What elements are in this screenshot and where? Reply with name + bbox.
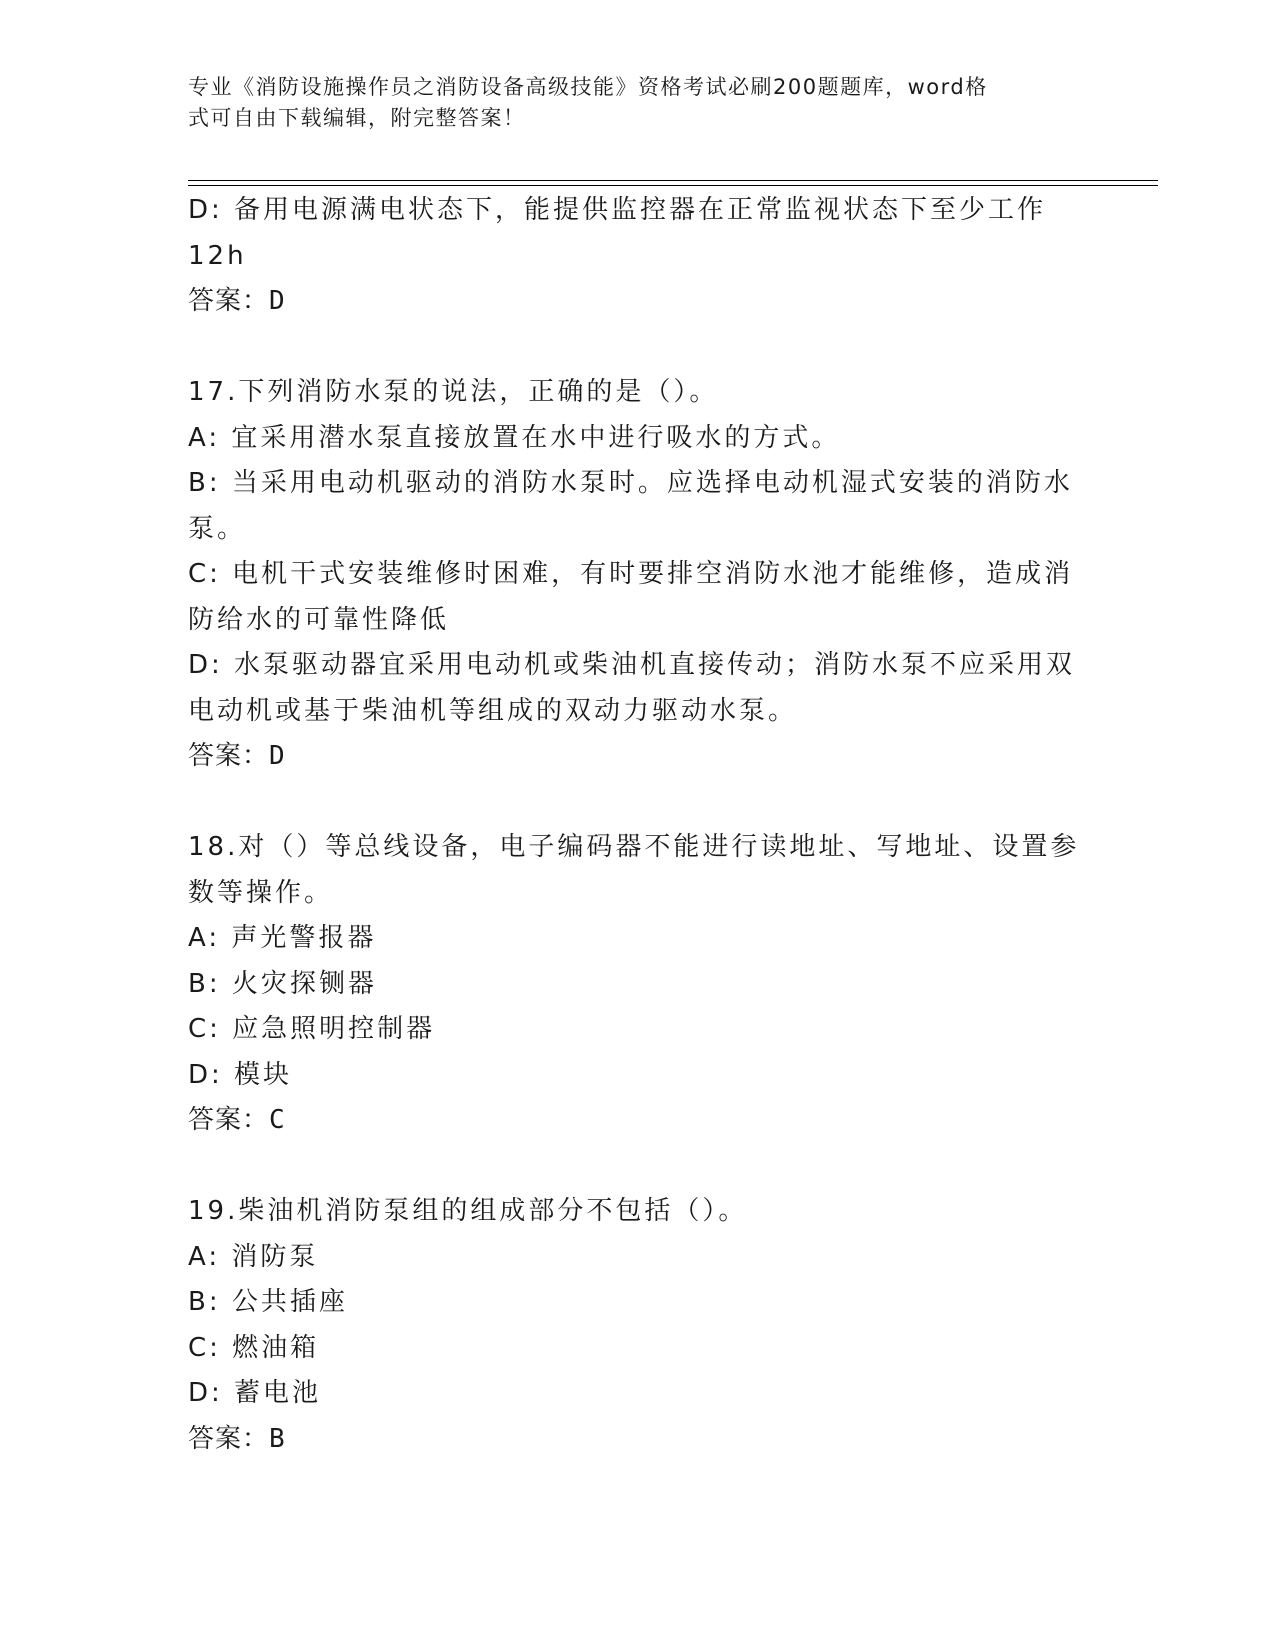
option-d-line-1: D: 水泵驱动器宜采用电动机或柴油机直接传动；消防水泵不应采用双: [188, 650, 1076, 680]
question-spacer: [188, 780, 1068, 826]
option-b: B: 火灾探铡器: [188, 968, 377, 999]
question-19: [188, 1189, 1068, 1462]
option-c-line-1: C: 电机干式安装维修时困难，有时要排空消防水池才能维修，造成消: [188, 559, 1074, 589]
previous-question-tail: [188, 188, 1068, 325]
header-title-line-2: 式可自由下载编辑，附完整答案！: [188, 106, 526, 130]
answer-line: 答案：D: [188, 286, 286, 316]
option-c: C: 应急照明控制器: [188, 1014, 436, 1044]
option-b-line-2: 泵。: [188, 513, 247, 544]
question-stem: 17.下列消防水泵的说法，正确的是（）。: [188, 377, 719, 407]
option-d: D: 蓄电池: [188, 1378, 322, 1408]
answer-line: 答案：C: [188, 1105, 286, 1135]
answer-line: 答案：D: [188, 741, 286, 771]
option-a: A: 声光警报器: [188, 923, 377, 953]
question-spacer: [188, 325, 1068, 371]
question-18: [188, 825, 1080, 1144]
answer-line: 答案：B: [188, 1423, 286, 1454]
option-d-line-2: 12h: [188, 240, 247, 271]
option-c-line-2: 防给水的可靠性降低: [188, 604, 450, 635]
question-content: [188, 188, 1080, 1462]
option-c: C: 燃油箱: [188, 1332, 320, 1363]
question-stem: 19.柴油机消防泵组的组成部分不包括（）。: [188, 1196, 748, 1226]
question-17: [188, 370, 1076, 780]
question-spacer: [188, 1144, 1068, 1190]
option-d: D: 模块: [188, 1059, 293, 1090]
header-divider: [188, 180, 1158, 186]
document-header: [188, 72, 1068, 134]
header-title-line-1: 专业《消防设施操作员之消防设备高级技能》资格考试必刷200题题库，word格: [188, 75, 988, 99]
option-a: A: 消防泵: [188, 1241, 319, 1272]
option-b: B: 公共插座: [188, 1287, 348, 1317]
option-b-line-1: B: 当采用电动机驱动的消防水泵时。应选择电动机湿式安装的消防水: [188, 468, 1073, 498]
option-d-line-1: D: 备用电源满电状态下，能提供监控器在正常监视状态下至少工作: [188, 195, 1047, 225]
question-stem-line-1: 18.对（）等总线设备，电子编码器不能进行读地址、写地址、设置参: [188, 832, 1080, 862]
option-a: A: 宜采用潜水泵直接放置在水中进行吸水的方式。: [188, 422, 841, 453]
option-d-line-2: 电动机或基于柴油机等组成的双动力驱动水泵。: [188, 695, 798, 726]
question-stem-line-2: 数等操作。: [188, 877, 334, 908]
